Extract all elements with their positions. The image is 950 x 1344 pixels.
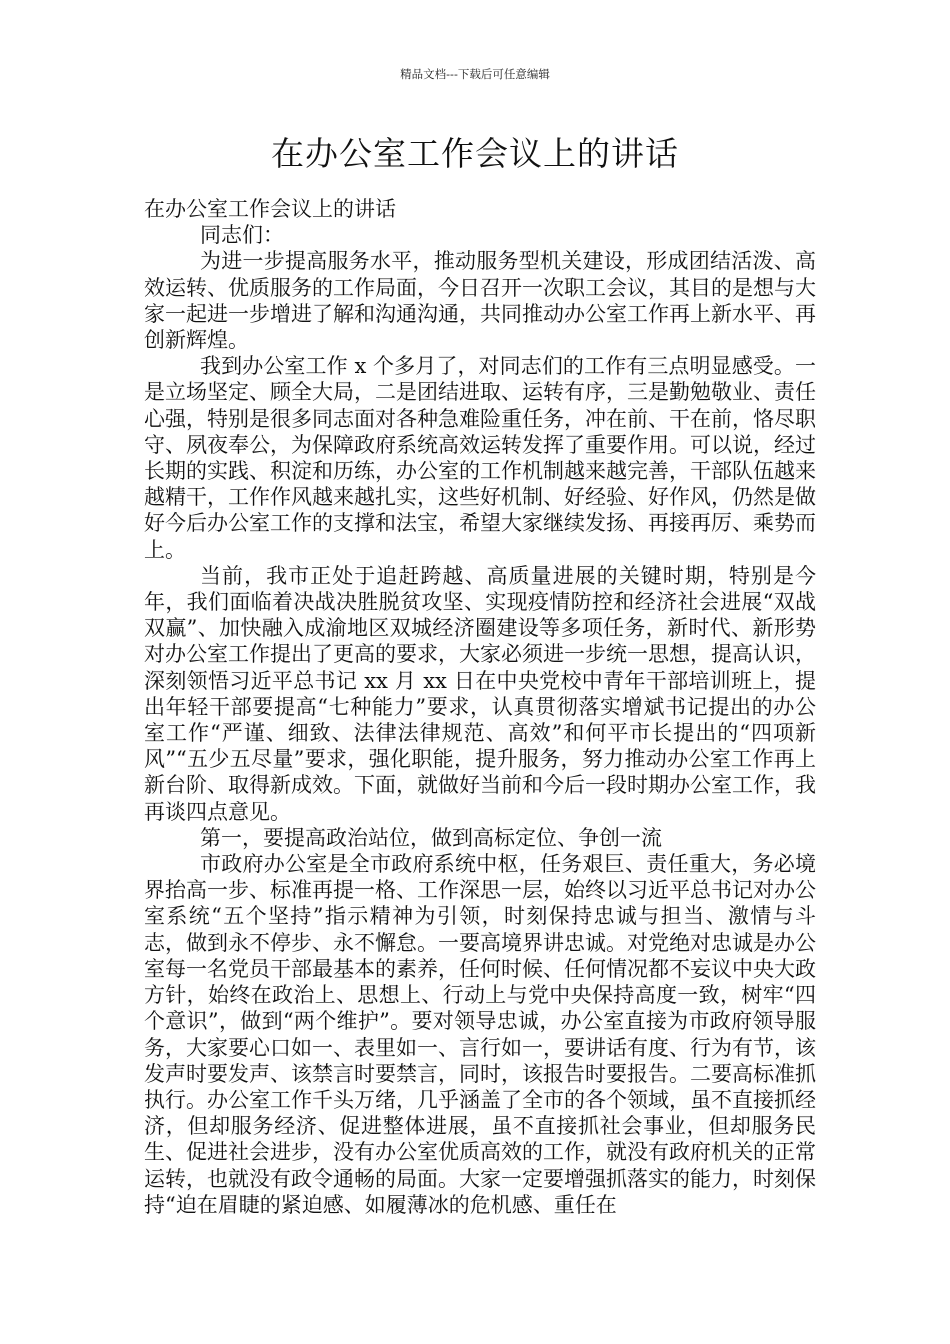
paragraph: 市政府办公室是全市政府系统中枢，任务艰巨、责任重大，务必境界抬高一步、标准再提一格、工作深思一层，始终以习近平总书记对办公室系统“五个坚持”指示精神为引领，时刻保持忠诚与担当、激情与斗志，做到永不停步、永不懈怠。一要高境界讲忠诚。对党绝对忠诚是办公室每一名党员干部最基本的素养，任何时候、任何情况都不妄议中央大政方针，始终在政治上、思想上、行动上与党中央保持高度一致，树牢“四个意识”，做到“两个维护”。要对领导忠诚，办公室直接为市政府领导服务，大家要心口如一、表里如一、言行如一，要讲话有度、行为有节，该发声时要发声、该禁言时要禁言，同时，该报告时要报告。二要高标准抓执行。办公室工作千头万绪，几乎涵盖了全市的各个领域，虽不直接抓经济，但却服务经济、促进整体进展，虽不直接抓社会事业，但却服务民生、促进社会进步，没有办公室优质高效的工作，就没有政府机关的正常运转，也就没有政令通畅的局面。大家一定要增强抓落实的能力，时刻保持“迫在眉睫的紧迫感、如履薄冰的危机感、重任在 bbox=[144, 852, 816, 1217]
salutation: 同志们： bbox=[200, 223, 284, 248]
header-note: 精品文档---下载后可任意编辑 bbox=[400, 67, 550, 81]
paragraph: 当前，我市正处于追赶跨越、高质量进展的关键时期，特别是今年，我们面临着决战决胜脱贫攻坚、实现疫情防控和经济社会进展“双战双赢”、加快融入成渝地区双城经济圈建设等多项任务，新时代、新形势对办公室工作提出了更高的要求，大家必须进一步统一思想，提高认识，深刻领悟习近平总书记 xx 月 xx 日在中央党校中青年干部培训班上，提出年轻干部要提高“七种能力”要求，认真贯彻落实增斌书记提出的办公室工作“严谨、细致、法律法律规范、高效”和何平市长提出的“四项新风”“五少五尽量”要求，强化职能，提升服务，努力推动办公室工作再上新台阶、取得新成效。下面，就做好当前和今后一段时期办公室工作，我再谈四点意见。 bbox=[144, 563, 816, 824]
paragraph: 为进一步提高服务水平，推动服务型机关建设，形成团结活泼、高效运转、优质服务的工作局面，今日召开一次职工会议，其目的是想与大家一起进一步增进了解和沟通沟通，共同推动办公室工作再上新水平、再创新辉煌。 bbox=[144, 249, 816, 353]
section-heading: 第一，要提高政治站位，做到高标定位、争创一流 bbox=[200, 825, 662, 850]
paragraph: 我到办公室工作 x 个多月了，对同志们的工作有三点明显感受。一是立场坚定、顾全大局，二是团结进取、运转有序，三是勤勉敬业、责任心强，特别是很多同志面对各种急难险重任务，冲在前、干在前，恪尽职守、夙夜奉公，为保障政府系统高效运转发挥了重要作用。可以说，经过长期的实践、积淀和历练，办公室的工作机制越来越完善，干部队伍越来越精干，工作作风越来越扎实，这些好机制、好经验、好作风，仍然是做好今后办公室工作的支撑和法宝，希望大家继续发扬、再接再厉、乘势而上。 bbox=[144, 354, 816, 562]
body-subtitle: 在办公室工作会议上的讲话 bbox=[144, 197, 396, 221]
document-body bbox=[144, 196, 816, 1218]
document-title: 在办公室工作会议上的讲话 bbox=[271, 134, 679, 173]
